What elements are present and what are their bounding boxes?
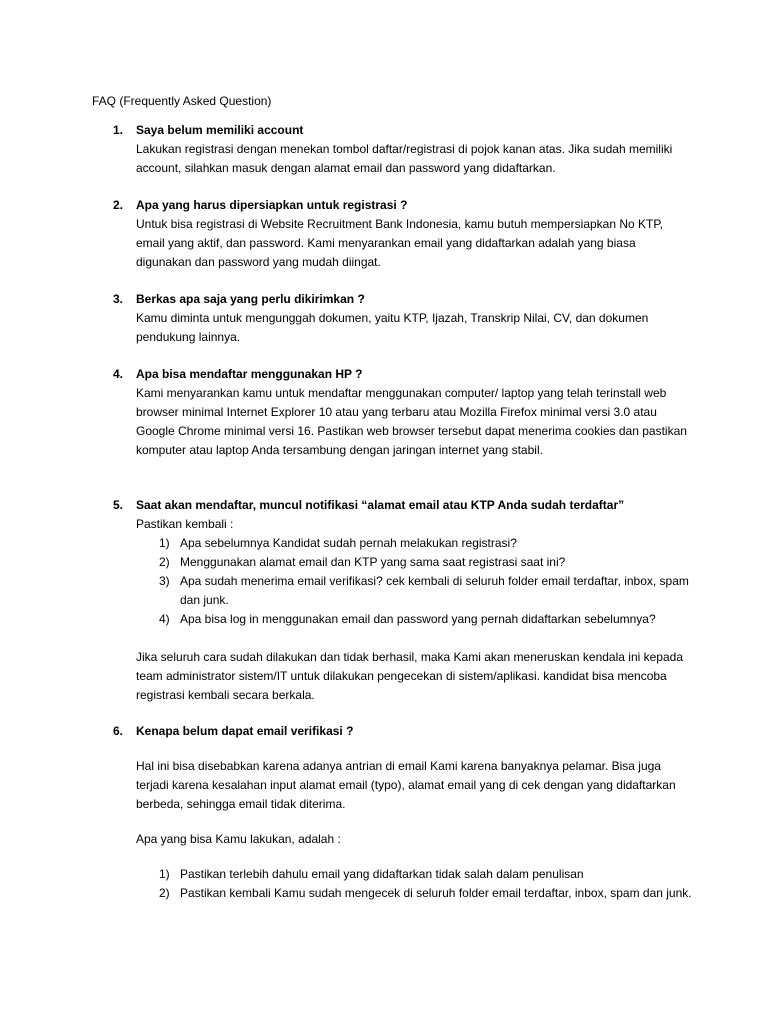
list-number: 3) xyxy=(159,574,170,588)
faq-question: Saat akan mendaftar, muncul notifikasi “alamat email atau KTP Anda sudah terdaftar” xyxy=(136,498,625,512)
faq-number: 4. xyxy=(113,367,124,381)
list-item xyxy=(159,553,703,572)
list-item xyxy=(159,572,703,610)
faq-answer: Untuk bisa registrasi di Website Recruitment Bank Indonesia, kamu butuh mempersiapkan No KTP, email yang aktif, dan password. Kami menyarankan email yang didaftarkan adalah yang biasa digunakan dan password yang mudah diingat. xyxy=(136,217,664,269)
faq-item-2 xyxy=(113,196,693,272)
list-number: 2) xyxy=(159,555,170,569)
list-text: Pastikan kembali Kamu sudah mengecek di seluruh folder email terdaftar, inbox, spam dan junk. xyxy=(180,886,692,900)
faq-number: 3. xyxy=(113,292,124,306)
faq-intro: Pastikan kembali : xyxy=(136,517,234,531)
faq-sub-list xyxy=(159,534,703,629)
list-text: Menggunakan alamat email dan KTP yang sama saat registrasi saat ini? xyxy=(180,555,566,569)
faq-item-6 xyxy=(113,722,693,903)
document-title: FAQ (Frequently Asked Question) xyxy=(92,94,272,108)
list-text: Apa bisa log in menggunakan email dan password yang pernah didaftarkan sebelumnya? xyxy=(180,612,656,626)
list-item xyxy=(159,884,693,903)
faq-answer: Hal ini bisa disebabkan karena adanya antrian di email Kami karena banyaknya pelamar. Bisa juga terjadi karena kesalahan input alamat email (typo), alamat email yang di cek dengan yang didaftarkan berbeda, sehingga email tidak diterima. xyxy=(136,759,676,811)
faq-question: Apa bisa mendaftar menggunakan HP ? xyxy=(136,367,363,381)
faq-answer: Lakukan registrasi dengan menekan tombol daftar/registrasi di pojok kanan atas. Jika sudah memiliki account, silahkan masuk dengan alamat email dan password yang didaftarkan. xyxy=(136,142,673,175)
faq-number: 1. xyxy=(113,123,124,137)
list-item xyxy=(159,534,703,553)
faq-intro: Apa yang bisa Kamu lakukan, adalah : xyxy=(136,832,341,846)
faq-question: Kenapa belum dapat email verifikasi ? xyxy=(136,724,354,738)
faq-number: 5. xyxy=(113,498,124,512)
faq-question: Berkas apa saja yang perlu dikirimkan ? xyxy=(136,292,365,306)
faq-item-1 xyxy=(113,121,693,178)
list-text: Pastikan terlebih dahulu email yang didaftarkan tidak salah dalam penulisan xyxy=(180,867,584,881)
faq-question: Saya belum memiliki account xyxy=(136,123,304,137)
faq-answer: Kami menyarankan kamu untuk mendaftar menggunakan computer/ laptop yang telah terinstall web browser minimal Internet Explorer 10 atau yang terbaru atau Mozilla Firefox minimal versi 3.0 atau Google Chrome minimal versi 16. Pastikan web browser tersebut dapat menerima cookies dan pastikan komputer atau laptop Anda tersambung dengan jaringan internet yang stabil. xyxy=(136,386,687,457)
list-number: 2) xyxy=(159,886,170,900)
faq-closing: Jika seluruh cara sudah dilakukan dan tidak berhasil, maka Kami akan meneruskan kendala ini kepada team administrator sistem/IT untuk dilakukan pengecekan di sistem/aplikasi. kandidat bisa mencoba registrasi kembali secara berkala. xyxy=(136,650,683,702)
faq-question: Apa yang harus dipersiapkan untuk registrasi ? xyxy=(136,198,408,212)
faq-item-4 xyxy=(113,365,693,460)
list-number: 1) xyxy=(159,867,170,881)
list-text: Apa sudah menerima email verifikasi? cek kembali di seluruh folder email terdaftar, inbox, spam dan junk. xyxy=(180,574,689,607)
list-text: Apa sebelumnya Kandidat sudah pernah melakukan registrasi? xyxy=(180,536,517,550)
list-item xyxy=(159,610,703,629)
list-item xyxy=(159,865,693,884)
list-number: 1) xyxy=(159,536,170,550)
faq-item-5 xyxy=(113,496,703,705)
faq-number: 6. xyxy=(113,724,124,738)
faq-item-3 xyxy=(113,290,693,347)
list-number: 4) xyxy=(159,612,170,626)
faq-sub-list xyxy=(159,865,693,903)
faq-number: 2. xyxy=(113,198,124,212)
faq-answer: Kamu diminta untuk mengunggah dokumen, yaitu KTP, Ijazah, Transkrip Nilai, CV, dan dokumen pendukung lainnya. xyxy=(136,311,649,344)
